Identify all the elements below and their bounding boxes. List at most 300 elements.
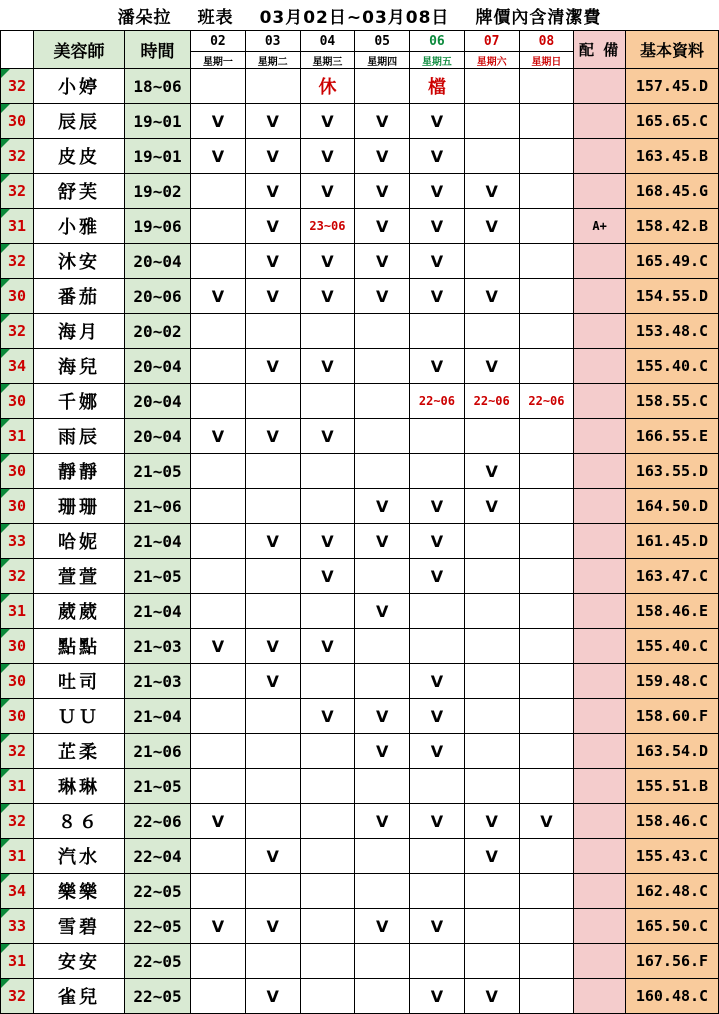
header-equipment: 配 備	[574, 31, 626, 69]
shift-cell-day-4[interactable]: V	[410, 734, 465, 769]
shift-time: 21~06	[124, 734, 190, 769]
shift-cell-day-2[interactable]	[300, 734, 355, 769]
shift-cell-day-0[interactable]	[191, 979, 246, 1014]
equipment-cell	[574, 524, 626, 559]
shift-cell-day-3[interactable]	[355, 769, 410, 804]
header-basic-info: 基本資料	[625, 31, 718, 69]
shift-cell-day-6[interactable]	[519, 419, 574, 454]
shift-cell-day-3[interactable]	[355, 314, 410, 349]
shift-cell-day-3[interactable]: V	[355, 594, 410, 629]
shift-cell-day-0[interactable]: V	[191, 804, 246, 839]
shift-cell-day-5[interactable]	[464, 664, 519, 699]
shift-cell-day-2[interactable]	[300, 314, 355, 349]
header-weekday-5: 星期六	[464, 52, 519, 69]
shift-cell-day-4[interactable]: 檔	[410, 69, 465, 104]
shift-cell-day-6[interactable]	[519, 734, 574, 769]
table-row	[1, 104, 719, 139]
shift-cell-day-5[interactable]	[464, 419, 519, 454]
row-number: 32	[1, 314, 34, 349]
shift-cell-day-0[interactable]	[191, 734, 246, 769]
shift-cell-day-0[interactable]	[191, 244, 246, 279]
shift-cell-day-1[interactable]	[245, 734, 300, 769]
basic-info-cell: 155.40.C	[625, 349, 718, 384]
table-row	[1, 69, 719, 104]
shift-cell-day-2[interactable]	[300, 979, 355, 1014]
shift-cell-day-1[interactable]	[245, 769, 300, 804]
shift-time: 20~04	[124, 349, 190, 384]
basic-info-cell: 165.65.C	[625, 104, 718, 139]
basic-info-cell: 163.54.D	[625, 734, 718, 769]
shift-cell-day-3[interactable]	[355, 419, 410, 454]
shift-cell-day-1[interactable]: V	[245, 349, 300, 384]
stylist-name: 沐安	[34, 244, 125, 279]
stylist-name: 舒芙	[34, 174, 125, 209]
shift-cell-day-3[interactable]: V	[355, 209, 410, 244]
basic-info-cell: 166.55.E	[625, 419, 718, 454]
shift-cell-day-6[interactable]	[519, 909, 574, 944]
shift-cell-day-1[interactable]: V	[245, 139, 300, 174]
shift-cell-day-6[interactable]	[519, 454, 574, 489]
shift-cell-day-6[interactable]	[519, 524, 574, 559]
shift-cell-day-1[interactable]	[245, 69, 300, 104]
shift-cell-day-4[interactable]: V	[410, 979, 465, 1014]
shift-cell-day-6[interactable]	[519, 874, 574, 909]
equipment-cell	[574, 559, 626, 594]
basic-info-cell: 163.55.D	[625, 454, 718, 489]
shift-cell-day-6[interactable]	[519, 139, 574, 174]
shift-cell-day-6[interactable]	[519, 559, 574, 594]
equipment-cell	[574, 804, 626, 839]
shift-cell-day-5[interactable]	[464, 874, 519, 909]
shift-cell-day-3[interactable]	[355, 349, 410, 384]
basic-info-cell: 159.48.C	[625, 664, 718, 699]
shift-cell-day-3[interactable]	[355, 874, 410, 909]
stylist-name: 安安	[34, 944, 125, 979]
header-day-num-6: 08	[519, 31, 574, 52]
shift-cell-day-5[interactable]: V	[464, 839, 519, 874]
shift-cell-day-1[interactable]: V	[245, 664, 300, 699]
row-number: 31	[1, 594, 34, 629]
basic-info-cell: 155.51.B	[625, 769, 718, 804]
shift-cell-day-5[interactable]	[464, 629, 519, 664]
shift-cell-day-2[interactable]	[300, 769, 355, 804]
table-row	[1, 524, 719, 559]
shift-cell-day-6[interactable]	[519, 349, 574, 384]
shift-cell-day-0[interactable]	[191, 769, 246, 804]
shift-cell-day-0[interactable]: V	[191, 139, 246, 174]
shift-cell-day-0[interactable]	[191, 699, 246, 734]
shift-cell-day-2[interactable]: V	[300, 349, 355, 384]
shift-cell-day-2[interactable]	[300, 594, 355, 629]
shift-cell-day-2[interactable]: V	[300, 524, 355, 559]
shift-cell-day-3[interactable]	[355, 944, 410, 979]
shift-cell-day-1[interactable]: V	[245, 209, 300, 244]
shift-time: 22~04	[124, 839, 190, 874]
shift-cell-day-4[interactable]: V	[410, 909, 465, 944]
table-row	[1, 909, 719, 944]
shift-cell-day-1[interactable]: V	[245, 419, 300, 454]
shift-cell-day-1[interactable]: V	[245, 979, 300, 1014]
shift-cell-day-4[interactable]	[410, 839, 465, 874]
shift-cell-day-4[interactable]	[410, 454, 465, 489]
table-row	[1, 734, 719, 769]
shift-cell-day-5[interactable]	[464, 594, 519, 629]
table-header	[1, 31, 719, 69]
shift-cell-day-6[interactable]	[519, 594, 574, 629]
stylist-name: 點點	[34, 629, 125, 664]
shift-cell-day-0[interactable]: V	[191, 629, 246, 664]
shift-cell-day-3[interactable]: V	[355, 734, 410, 769]
row-number: 34	[1, 349, 34, 384]
shift-cell-day-2[interactable]: 休	[300, 69, 355, 104]
shift-cell-day-6[interactable]	[519, 69, 574, 104]
shift-cell-day-3[interactable]: V	[355, 244, 410, 279]
shift-cell-day-3[interactable]	[355, 629, 410, 664]
shift-cell-day-0[interactable]: V	[191, 104, 246, 139]
shift-cell-day-4[interactable]: V	[410, 244, 465, 279]
shift-cell-day-0[interactable]	[191, 454, 246, 489]
shift-cell-day-4[interactable]: V	[410, 489, 465, 524]
date-range: 03月02日~03月08日	[259, 7, 450, 28]
table-row	[1, 979, 719, 1014]
shift-time: 20~06	[124, 279, 190, 314]
shift-cell-day-5[interactable]	[464, 699, 519, 734]
row-number: 30	[1, 104, 34, 139]
shift-cell-day-2[interactable]: V	[300, 419, 355, 454]
shift-cell-day-0[interactable]	[191, 384, 246, 419]
shift-cell-day-5[interactable]	[464, 944, 519, 979]
header-weekday-6: 星期日	[519, 52, 574, 69]
shift-cell-day-3[interactable]: V	[355, 104, 410, 139]
shift-cell-day-0[interactable]: V	[191, 909, 246, 944]
shift-cell-day-2[interactable]: V	[300, 244, 355, 279]
shift-cell-day-4[interactable]: V	[410, 559, 465, 594]
table-row	[1, 244, 719, 279]
shift-cell-day-4[interactable]	[410, 769, 465, 804]
shift-cell-day-0[interactable]	[191, 559, 246, 594]
shift-cell-day-4[interactable]: V	[410, 209, 465, 244]
shift-cell-day-1[interactable]: V	[245, 244, 300, 279]
shift-cell-day-3[interactable]	[355, 979, 410, 1014]
shift-cell-day-1[interactable]	[245, 559, 300, 594]
table-row	[1, 349, 719, 384]
shift-cell-day-6[interactable]	[519, 944, 574, 979]
row-number: 33	[1, 909, 34, 944]
shift-cell-day-1[interactable]: V	[245, 104, 300, 139]
equipment-cell	[574, 454, 626, 489]
shift-cell-day-6[interactable]	[519, 314, 574, 349]
stylist-name: 小婷	[34, 69, 125, 104]
shift-cell-day-5[interactable]	[464, 559, 519, 594]
shift-cell-day-6[interactable]	[519, 769, 574, 804]
shop-name: 潘朵拉	[117, 7, 172, 28]
shift-cell-day-6[interactable]	[519, 664, 574, 699]
shift-cell-day-3[interactable]	[355, 454, 410, 489]
basic-info-cell: 158.46.E	[625, 594, 718, 629]
shift-cell-day-4[interactable]: V	[410, 279, 465, 314]
shift-cell-day-6[interactable]	[519, 699, 574, 734]
shift-cell-day-4[interactable]	[410, 874, 465, 909]
shift-cell-day-2[interactable]	[300, 384, 355, 419]
shift-cell-day-1[interactable]	[245, 314, 300, 349]
shift-cell-day-5[interactable]: V	[464, 454, 519, 489]
row-number: 30	[1, 454, 34, 489]
shift-cell-day-4[interactable]	[410, 629, 465, 664]
shift-cell-day-5[interactable]	[464, 769, 519, 804]
shift-cell-day-4[interactable]	[410, 594, 465, 629]
basic-info-cell: 158.42.B	[625, 209, 718, 244]
header-day-num-3: 05	[355, 31, 410, 52]
equipment-cell	[574, 769, 626, 804]
shift-cell-day-1[interactable]	[245, 384, 300, 419]
shift-time: 20~04	[124, 419, 190, 454]
shift-cell-day-6[interactable]	[519, 979, 574, 1014]
shift-cell-day-1[interactable]: V	[245, 909, 300, 944]
shift-time: 22~05	[124, 944, 190, 979]
shift-cell-day-3[interactable]: V	[355, 524, 410, 559]
shift-cell-day-3[interactable]	[355, 839, 410, 874]
shift-cell-day-2[interactable]: V	[300, 279, 355, 314]
shift-time: 21~04	[124, 594, 190, 629]
table-row	[1, 699, 719, 734]
shift-cell-day-4[interactable]: V	[410, 804, 465, 839]
equipment-cell	[574, 734, 626, 769]
shift-cell-day-6[interactable]	[519, 209, 574, 244]
equipment-cell	[574, 839, 626, 874]
shift-cell-day-3[interactable]	[355, 69, 410, 104]
shift-cell-day-1[interactable]: V	[245, 174, 300, 209]
shift-time: 22~05	[124, 909, 190, 944]
sheet-type: 班表	[197, 7, 234, 28]
shift-cell-day-6[interactable]	[519, 629, 574, 664]
shift-cell-day-0[interactable]	[191, 664, 246, 699]
stylist-name: 辰辰	[34, 104, 125, 139]
shift-cell-day-4[interactable]: V	[410, 699, 465, 734]
shift-cell-day-1[interactable]: V	[245, 839, 300, 874]
shift-cell-day-5[interactable]: V	[464, 349, 519, 384]
shift-cell-day-2[interactable]: V	[300, 104, 355, 139]
shift-cell-day-4[interactable]: V	[410, 524, 465, 559]
shift-cell-day-5[interactable]	[464, 314, 519, 349]
shift-cell-day-3[interactable]	[355, 664, 410, 699]
shift-cell-day-6[interactable]	[519, 104, 574, 139]
shift-cell-day-1[interactable]	[245, 594, 300, 629]
basic-info-cell: 165.49.C	[625, 244, 718, 279]
shift-cell-day-5[interactable]: V	[464, 279, 519, 314]
basic-info-cell: 158.46.C	[625, 804, 718, 839]
basic-info-cell: 154.55.D	[625, 279, 718, 314]
shift-cell-day-6[interactable]	[519, 489, 574, 524]
shift-cell-day-1[interactable]: V	[245, 279, 300, 314]
basic-info-cell: 163.45.B	[625, 139, 718, 174]
shift-cell-day-2[interactable]	[300, 909, 355, 944]
shift-cell-day-5[interactable]	[464, 139, 519, 174]
shift-cell-day-0[interactable]	[191, 349, 246, 384]
stylist-name: ＵＵ	[34, 699, 125, 734]
shift-cell-day-1[interactable]	[245, 804, 300, 839]
table-row	[1, 314, 719, 349]
header-weekday-1: 星期二	[245, 52, 300, 69]
shift-cell-day-3[interactable]: V	[355, 699, 410, 734]
shift-cell-day-2[interactable]	[300, 664, 355, 699]
stylist-name: 葳葳	[34, 594, 125, 629]
shift-time: 21~05	[124, 769, 190, 804]
shift-cell-day-0[interactable]	[191, 839, 246, 874]
basic-info-cell: 162.48.C	[625, 874, 718, 909]
equipment-cell	[574, 384, 626, 419]
row-number: 30	[1, 384, 34, 419]
shift-cell-day-6[interactable]	[519, 279, 574, 314]
shift-time: 21~03	[124, 629, 190, 664]
shift-cell-day-4[interactable]: 22~06	[410, 384, 465, 419]
shift-cell-day-3[interactable]: V	[355, 489, 410, 524]
stylist-name: 汽水	[34, 839, 125, 874]
shift-cell-day-0[interactable]	[191, 874, 246, 909]
shift-cell-day-2[interactable]: V	[300, 699, 355, 734]
shift-cell-day-1[interactable]	[245, 489, 300, 524]
shift-cell-day-3[interactable]	[355, 384, 410, 419]
shift-cell-day-4[interactable]	[410, 944, 465, 979]
shift-cell-day-4[interactable]: V	[410, 139, 465, 174]
header-day-num-4: 06	[410, 31, 465, 52]
header-day-num-1: 03	[245, 31, 300, 52]
shift-cell-day-2[interactable]: V	[300, 139, 355, 174]
shift-cell-day-5[interactable]	[464, 909, 519, 944]
shift-cell-day-5[interactable]: V	[464, 174, 519, 209]
shift-cell-day-3[interactable]: V	[355, 279, 410, 314]
shift-cell-day-5[interactable]: V	[464, 209, 519, 244]
table-row	[1, 489, 719, 524]
shift-cell-day-3[interactable]	[355, 559, 410, 594]
stylist-name: 雪碧	[34, 909, 125, 944]
table-row	[1, 279, 719, 314]
shift-cell-day-2[interactable]	[300, 489, 355, 524]
shift-cell-day-4[interactable]: V	[410, 104, 465, 139]
schedule-table	[0, 30, 719, 1014]
shift-cell-day-6[interactable]	[519, 244, 574, 279]
shift-cell-day-0[interactable]	[191, 944, 246, 979]
shift-cell-day-4[interactable]	[410, 314, 465, 349]
shift-cell-day-2[interactable]: V	[300, 174, 355, 209]
row-number: 32	[1, 559, 34, 594]
row-number: 31	[1, 839, 34, 874]
stylist-name: 雀兒	[34, 979, 125, 1014]
stylist-name: 千娜	[34, 384, 125, 419]
equipment-cell	[574, 349, 626, 384]
header-corner	[1, 31, 34, 69]
shift-cell-day-6[interactable]	[519, 839, 574, 874]
shift-time: 22~05	[124, 874, 190, 909]
shift-time: 20~04	[124, 384, 190, 419]
shift-cell-day-6[interactable]	[519, 174, 574, 209]
equipment-cell	[574, 699, 626, 734]
shift-time: 18~06	[124, 69, 190, 104]
shift-cell-day-2[interactable]: V	[300, 629, 355, 664]
shift-cell-day-2[interactable]	[300, 804, 355, 839]
basic-info-cell: 163.47.C	[625, 559, 718, 594]
shift-cell-day-5[interactable]	[464, 524, 519, 559]
shift-cell-day-3[interactable]: V	[355, 909, 410, 944]
shift-cell-day-0[interactable]	[191, 209, 246, 244]
equipment-cell: A+	[574, 209, 626, 244]
shift-cell-day-3[interactable]: V	[355, 174, 410, 209]
shift-cell-day-2[interactable]	[300, 944, 355, 979]
table-row	[1, 944, 719, 979]
row-number: 31	[1, 944, 34, 979]
table-row	[1, 174, 719, 209]
basic-info-cell: 155.40.C	[625, 629, 718, 664]
shift-cell-day-2[interactable]: 23~06	[300, 209, 355, 244]
price-note: 牌價內含清潔費	[475, 7, 602, 28]
shift-cell-day-4[interactable]: V	[410, 664, 465, 699]
row-number: 30	[1, 664, 34, 699]
shift-cell-day-1[interactable]	[245, 874, 300, 909]
shift-cell-day-4[interactable]: V	[410, 174, 465, 209]
shift-cell-day-2[interactable]: V	[300, 559, 355, 594]
shift-cell-day-2[interactable]	[300, 839, 355, 874]
shift-cell-day-1[interactable]	[245, 454, 300, 489]
shift-cell-day-5[interactable]	[464, 734, 519, 769]
stylist-name: 萱萱	[34, 559, 125, 594]
shift-cell-day-4[interactable]	[410, 419, 465, 454]
shift-cell-day-0[interactable]	[191, 314, 246, 349]
shift-cell-day-0[interactable]	[191, 174, 246, 209]
shift-time: 22~06	[124, 804, 190, 839]
stylist-name: 吐司	[34, 664, 125, 699]
shift-cell-day-0[interactable]	[191, 489, 246, 524]
shift-cell-day-6[interactable]: 22~06	[519, 384, 574, 419]
basic-info-cell: 160.48.C	[625, 979, 718, 1014]
shift-cell-day-0[interactable]: V	[191, 419, 246, 454]
shift-time: 21~03	[124, 664, 190, 699]
shift-cell-day-5[interactable]: 22~06	[464, 384, 519, 419]
shift-time: 21~06	[124, 489, 190, 524]
table-row	[1, 594, 719, 629]
row-number: 30	[1, 629, 34, 664]
shift-cell-day-3[interactable]: V	[355, 139, 410, 174]
shift-cell-day-4[interactable]: V	[410, 349, 465, 384]
equipment-cell	[574, 139, 626, 174]
shift-cell-day-0[interactable]	[191, 524, 246, 559]
shift-cell-day-0[interactable]: V	[191, 279, 246, 314]
shift-cell-day-5[interactable]	[464, 244, 519, 279]
shift-cell-day-0[interactable]	[191, 594, 246, 629]
shift-cell-day-1[interactable]: V	[245, 524, 300, 559]
equipment-cell	[574, 664, 626, 699]
basic-info-cell: 164.50.D	[625, 489, 718, 524]
shift-cell-day-3[interactable]: V	[355, 804, 410, 839]
basic-info-cell: 158.55.C	[625, 384, 718, 419]
shift-cell-day-1[interactable]: V	[245, 629, 300, 664]
shift-cell-day-5[interactable]	[464, 104, 519, 139]
shift-cell-day-2[interactable]	[300, 454, 355, 489]
shift-cell-day-5[interactable]: V	[464, 804, 519, 839]
equipment-cell	[574, 594, 626, 629]
shift-cell-day-5[interactable]: V	[464, 979, 519, 1014]
equipment-cell	[574, 944, 626, 979]
stylist-name: 樂樂	[34, 874, 125, 909]
shift-cell-day-1[interactable]	[245, 699, 300, 734]
row-number: 32	[1, 174, 34, 209]
equipment-cell	[574, 419, 626, 454]
shift-cell-day-6[interactable]: V	[519, 804, 574, 839]
shift-cell-day-1[interactable]	[245, 944, 300, 979]
shift-cell-day-5[interactable]	[464, 69, 519, 104]
shift-cell-day-0[interactable]	[191, 69, 246, 104]
shift-time: 21~05	[124, 559, 190, 594]
shift-cell-day-2[interactable]	[300, 874, 355, 909]
shift-cell-day-5[interactable]: V	[464, 489, 519, 524]
